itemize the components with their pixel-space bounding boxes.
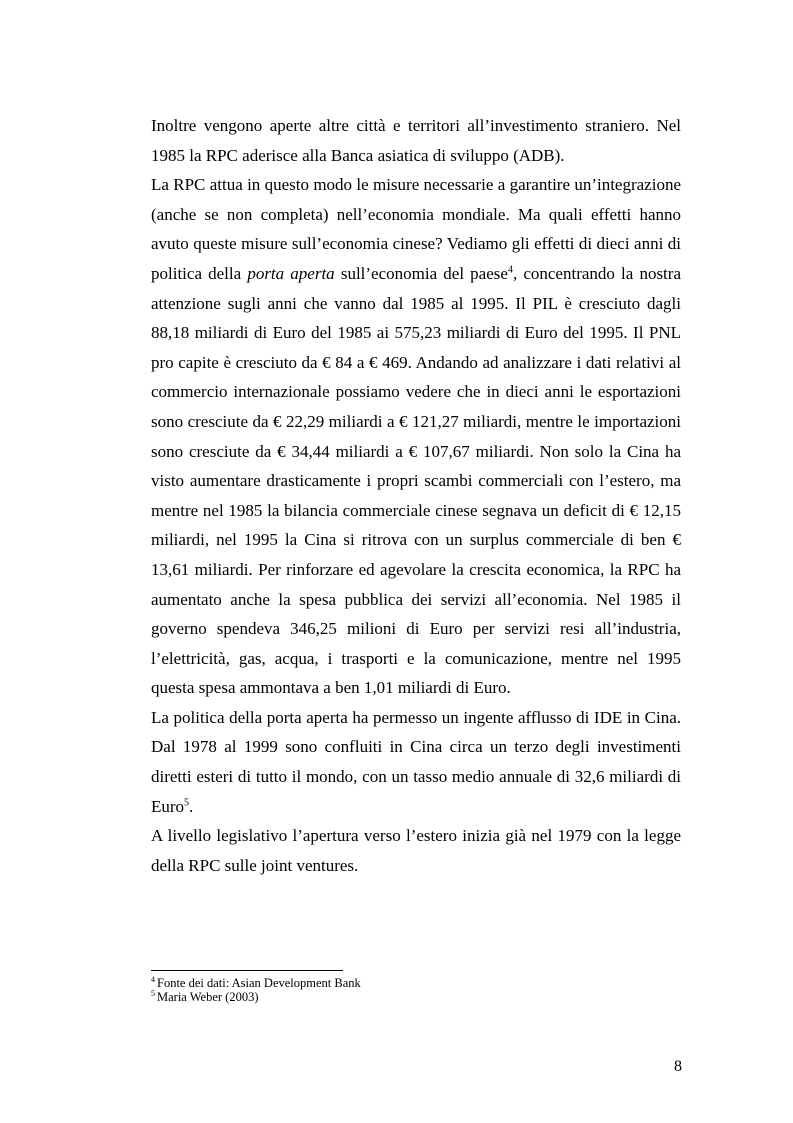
footnotes <box>151 976 681 1004</box>
footnote-text: Maria Weber (2003) <box>157 990 259 1004</box>
paragraph-1-text: Inoltre vengono aperte altre città e territori all’investimento straniero. Nel 1985 la RPC aderisce alla Banca asiatica di sviluppo (ADB). <box>151 116 681 165</box>
paragraph-4-text: A livello legislativo l’apertura verso l’estero inizia già nel 1979 con la legge della RPC sulle joint ventures. <box>151 826 681 875</box>
footnote-item <box>151 976 681 990</box>
paragraph-3-text: La politica della porta aperta ha permesso un ingente afflusso di IDE in Cina. Dal 1978 al 1999 sono confluiti in Cina circa un terzo degli investimenti diretti esteri di tutto il mondo, con un tasso medio annuale di 32,6 miliardi di Euro <box>151 707 681 816</box>
paragraph-3-text-end: . <box>189 796 194 816</box>
body-text <box>151 111 681 880</box>
paragraph-2-text-end: , concentrando la nostra attenzione sugli anni che vanno dal 1985 al 1995. Il PIL è cresciuto dagli 88,18 miliardi di Euro del 1985 ai 575,23 miliardi di Euro del 1995. Il PNL pro capite è cresciuto da € 84 a € 469. Andando ad analizzare i dati relativi al commercio internazionale possiamo vedere che in dieci anni le esportazioni sono cresciute da € 22,29 miliardi a € 121,27 miliardi, mentre le importazioni sono cresciute da € 34,44 miliardi a € 107,67 miliardi. Non solo la Cina ha visto aumentare drasticamente i propri scambi commerciali con l’estero, ma mentre nel 1985 la bilancia commerciale cinese segnava un deficit di € 12,15 miliardi, nel 1995 la Cina si ritrova con un surplus commerciale di ben € 13,61 miliardi. Per rinforzare ed agevolare la crescita economica, la RPC ha aumentato anche la spesa pubblica dei servizi all’economia. Nel 1985 il governo spendeva 346,25 milioni di Euro per servizi resi all’industria, l’elettricità, gas, acqua, i trasporti e la comunicazione, mentre nel 1995 questa spesa ammontava a ben 1,01 miliardi di Euro. <box>151 263 681 698</box>
page-number: 8 <box>674 1058 682 1075</box>
paragraph-2 <box>151 170 681 703</box>
paragraph-3 <box>151 703 681 821</box>
italic-term-porta-aperta: porta aperta <box>247 263 335 283</box>
footnote-ref-5: 5 <box>184 797 190 808</box>
paragraph-2-text-start: La RPC attua in questo modo le misure necessarie a garantire un’integrazione (anche se non completa) nell’economia mondiale. Ma quali effetti hanno avuto queste misure sull’economia cinese? Vediamo gli effetti di dieci anni di politica della <box>151 175 681 283</box>
paragraph-2-text-mid: sull’economia del paese <box>334 263 508 283</box>
footnote-item <box>151 990 681 1004</box>
paragraph-4 <box>151 821 681 880</box>
paragraph-1 <box>151 111 681 170</box>
footnote-separator <box>151 970 343 971</box>
footnote-text: Fonte dei dati: Asian Development Bank <box>157 976 361 990</box>
footnote-ref-4: 4 <box>507 264 513 276</box>
footnote-number: 5 <box>151 988 155 998</box>
footnote-number: 4 <box>151 974 155 984</box>
